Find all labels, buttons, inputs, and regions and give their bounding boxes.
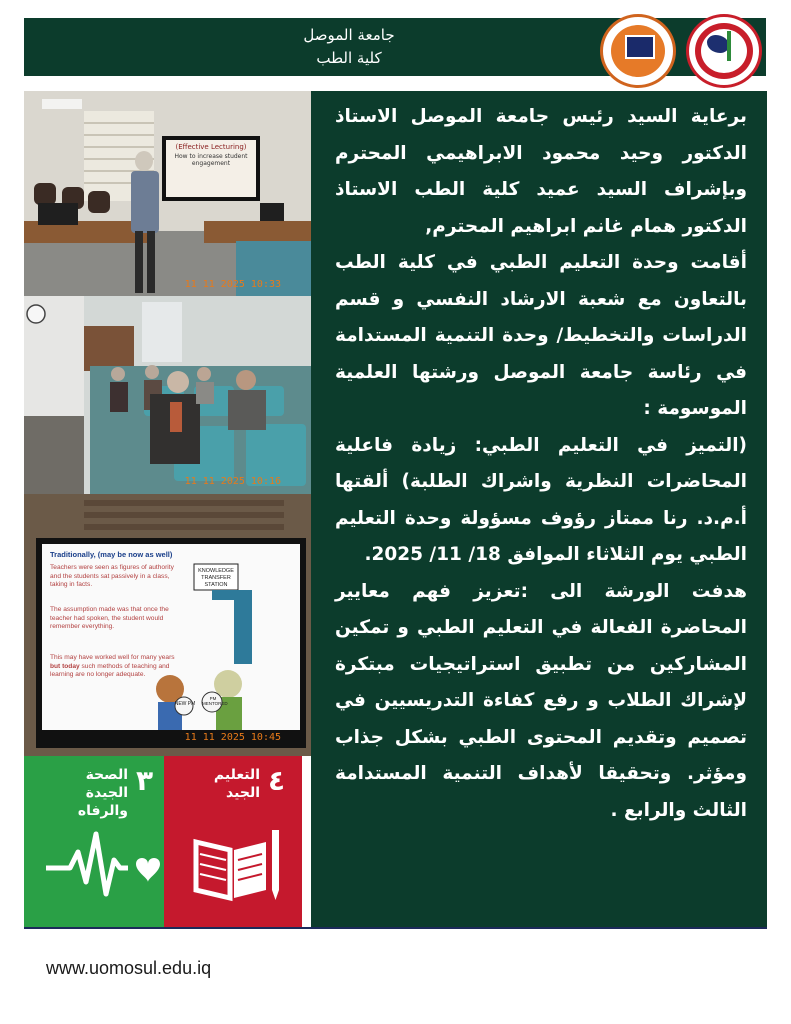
article-text — [335, 99, 747, 829]
heartbeat-icon — [24, 756, 164, 927]
slide-heading: Traditionally, (may be now as well) — [50, 550, 173, 559]
cartoon-badge-right: PM MENTORED — [202, 696, 228, 706]
cartoon-badge-left: NEW PM — [174, 701, 196, 707]
presenter-scene — [24, 91, 313, 296]
slide-paragraph-3: This may have worked well for many years but today such methods of teaching and learning are no longer adequate. — [50, 654, 175, 678]
article-paragraph: هدفت الورشة الى :تعزيز فهم معايير المحاضرة الفعالة في التعليم الطبي و تمكين المشاركين من تطبيق استراتيجيات مبتكرة لإشراك الطلاب و رفع كفاءة التدريسيين في تصميم وتقديم المحتوى الطبي بشكل جذاب ومؤثر. وتحقيقا لأهداف التنمية المستدامة الثالث والرابع . — [335, 580, 747, 821]
audience-scene — [24, 296, 313, 494]
main-article-panel — [311, 91, 767, 927]
sdg-label: الصحة الجيدة والرفاه — [77, 767, 128, 819]
sdg-label: التعليم الجيد — [213, 767, 260, 801]
university-logo — [600, 14, 676, 88]
college-logo — [686, 14, 762, 88]
book-pencil-icon — [164, 756, 302, 927]
college-name: كلية الطب — [316, 49, 382, 67]
website-url[interactable]: www.uomosul.edu.iq — [46, 958, 212, 978]
book-icon — [625, 35, 655, 59]
slide-paragraph-1: Teachers were seen as figures of authority and the students sat passively in a class, taking in facts. — [50, 564, 174, 588]
photo-presenter — [24, 91, 313, 296]
photo-timestamp: 11 11 2025 10:16 — [184, 476, 281, 487]
university-name: جامعة الموصل — [303, 26, 395, 44]
cartoon-sign: KNOWLEDGE TRANSFER STATION — [198, 568, 234, 588]
staff-icon — [727, 31, 731, 61]
sdg-goal-4-tile — [164, 756, 302, 927]
article-paragraph: أقامت وحدة التعليم الطبي في كلية الطب بالتعاون مع شعبة الارشاد النفسي و قسم الدراسات والتخطيط/ وحدة التنمية المستدامة في رئاسة جامعة الموصل ورشتها العلمية الموسومة : — [335, 252, 747, 419]
article-paragraph: (التميز في التعليم الطبي: زيادة فاعلية المحاضرات النظرية واشراك الطلبة) ألقتها أ.م.د. رنا ممتاز رؤوف مسؤولة وحدة التعليم الطبي يوم الثلاثاء الموافق 18/ 11/ 2025. — [335, 434, 747, 565]
slide-paragraph-2: The assumption made was that once the teacher had spoken, the student would remember everything. — [50, 606, 169, 630]
screen-subtitle: How to increase student engagement — [174, 153, 248, 167]
footer-divider — [24, 927, 767, 929]
photo-timestamp: 11 11 2025 10:45 — [184, 732, 281, 743]
article-paragraph: برعاية السيد رئيس جامعة الموصل الاستاذ الدكتور وحيد محمود الابراهيمي المحترم وبإشراف السيد عميد كلية الطب الاستاذ الدكتور همام غانم ابراهيم المحترم, — [335, 106, 747, 237]
screen-title: (Effective Lecturing) — [175, 143, 247, 151]
photo-audience — [24, 296, 313, 494]
photo-timestamp: 11 11 2025 10:33 — [184, 279, 281, 290]
sdg-goal-3-tile — [24, 756, 164, 927]
sdg-number: ٤ — [268, 764, 286, 797]
sdg-number: ٣ — [136, 764, 154, 797]
photo-slide — [24, 494, 313, 756]
